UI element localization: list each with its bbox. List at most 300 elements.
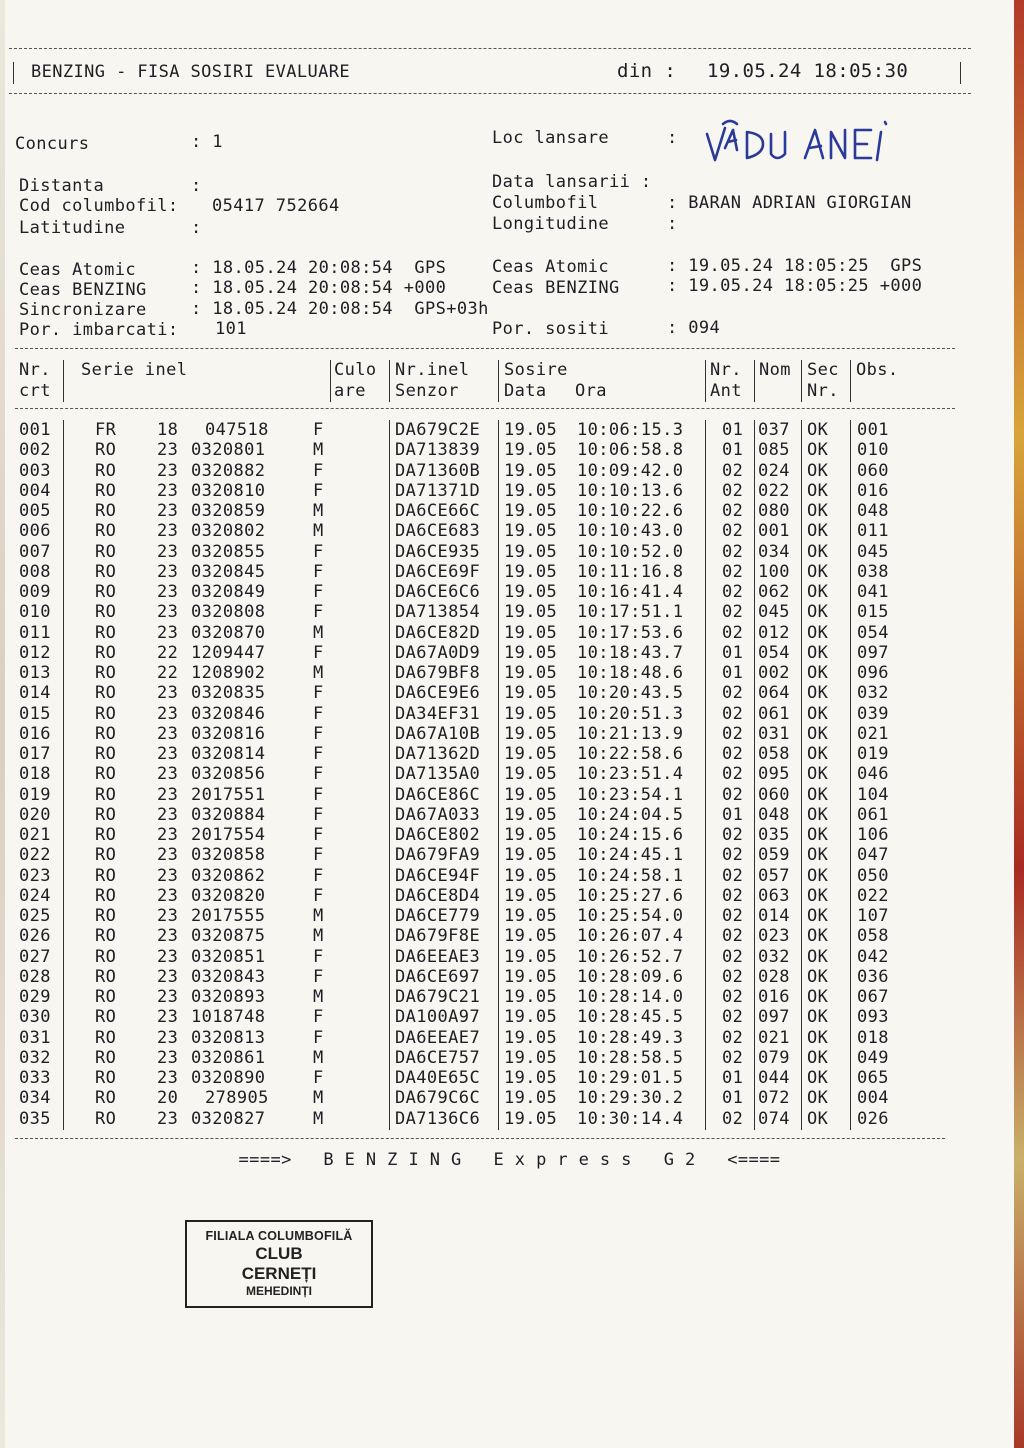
cell-sec: OK: [807, 865, 829, 886]
cell-nr: 008: [19, 561, 51, 582]
cell-sec: OK: [807, 1027, 829, 1048]
table-row: [5, 582, 1005, 602]
cell-nr: 015: [19, 703, 51, 724]
cell-country: RO: [95, 663, 117, 683]
cell-antenna: 02: [722, 501, 744, 521]
cell-sex: M: [313, 663, 324, 683]
table-row: [5, 1088, 1005, 1108]
cell-date: 19.05: [504, 723, 558, 744]
cell-year: 23: [157, 946, 179, 967]
cell-nr: 035: [19, 1108, 51, 1129]
cell-ring: 0320870: [191, 622, 266, 643]
cell-year: 23: [157, 460, 179, 481]
cell-time: 10:24:58.1: [577, 865, 684, 886]
stamp-line-1: FILIALA COLUMBOFILĂ: [205, 1229, 353, 1243]
footer-brand: B E N Z I N G E x p r e s s G 2: [323, 1150, 696, 1170]
cell-ring: 2017551: [191, 784, 266, 805]
cell-antenna: 02: [722, 582, 744, 602]
cell-antenna: 02: [722, 926, 744, 947]
col-senzor-1: Nr.inel: [395, 360, 470, 380]
cell-obs: 060: [857, 460, 889, 481]
cell-sex: F: [313, 946, 324, 967]
cell-sec: OK: [807, 703, 829, 724]
cell-sensor: DA6CE9E6: [395, 683, 481, 704]
footer-arrow-left: ====>: [238, 1150, 292, 1170]
cell-obs: 001: [857, 420, 889, 440]
cell-nom: 045: [758, 602, 790, 623]
table-row: [5, 785, 1005, 805]
cell-antenna: 02: [722, 1108, 744, 1129]
cell-nom: 079: [758, 1047, 790, 1068]
cell-time: 10:28:49.3: [577, 1027, 684, 1048]
cell-year: 23: [157, 602, 179, 623]
cell-nr: 007: [19, 541, 51, 562]
cell-sec: OK: [807, 1047, 829, 1068]
cell-sec: OK: [807, 966, 829, 987]
cell-sex: M: [313, 1108, 324, 1129]
cell-ring: 1208902: [191, 663, 266, 683]
cell-nr: 033: [19, 1068, 51, 1088]
table-row: [5, 623, 1005, 643]
cell-antenna: 02: [722, 1027, 744, 1048]
cell-time: 10:28:09.6: [577, 966, 684, 987]
cell-date: 19.05: [504, 764, 558, 785]
cell-time: 10:26:52.7: [577, 946, 684, 967]
cell-sex: F: [313, 582, 324, 602]
cell-nr: 001: [19, 420, 51, 440]
ceas-benzing-left-label: Ceas BENZING: [19, 280, 147, 300]
cell-year: 23: [157, 541, 179, 562]
columbofil-label: Columbofil: [492, 193, 599, 213]
cell-ring: 1018748: [191, 1007, 266, 1028]
col-nom: Nom: [759, 360, 791, 380]
cell-time: 10:24:04.5: [577, 804, 684, 825]
loc-lansare-label: Loc lansare: [492, 128, 609, 148]
cell-country: RO: [95, 561, 117, 582]
cell-antenna: 01: [722, 1088, 744, 1109]
body-col-sep: [63, 420, 64, 1130]
loc-lansare-colon: :: [667, 128, 678, 148]
col-culoare-2: are: [334, 381, 366, 401]
cell-ring: 0320884: [191, 804, 266, 825]
cell-sec: OK: [807, 723, 829, 744]
cell-time: 10:26:07.4: [577, 926, 684, 947]
cell-date: 19.05: [504, 460, 558, 481]
arrival-sheet: [5, 0, 1014, 1448]
cell-sec: OK: [807, 764, 829, 785]
cell-sex: M: [313, 926, 324, 947]
cell-time: 10:23:51.4: [577, 764, 684, 785]
stamp-line-4: MEHEDINȚI: [246, 1284, 312, 1298]
cell-year: 22: [157, 663, 179, 683]
cell-time: 10:18:43.7: [577, 642, 684, 663]
cell-sensor: DA679F8E: [395, 926, 481, 947]
table-row: [5, 744, 1005, 764]
cell-time: 10:20:51.3: [577, 703, 684, 724]
table-row: [5, 906, 1005, 926]
col-sec-2: Nr.: [807, 381, 839, 401]
table-row: [5, 420, 1005, 440]
cell-obs: 061: [857, 804, 889, 825]
cell-obs: 045: [857, 541, 889, 562]
header-left-bar: [13, 62, 14, 84]
cell-ring: 047518: [205, 420, 269, 440]
cell-sensor: DA679C2E: [395, 420, 481, 440]
cell-country: RO: [95, 825, 117, 845]
cell-date: 19.05: [504, 521, 558, 542]
cell-nom: 022: [758, 480, 790, 501]
cell-date: 19.05: [504, 480, 558, 501]
cell-country: RO: [95, 723, 117, 744]
cell-nr: 021: [19, 825, 51, 845]
cell-ring: 0320835: [191, 683, 266, 704]
handwriting-vadu-anei: [705, 118, 905, 168]
table-row: [5, 663, 1005, 683]
cell-nr: 034: [19, 1088, 51, 1109]
cell-sec: OK: [807, 460, 829, 481]
cell-nom: 100: [758, 561, 790, 582]
cell-sensor: DA6CE8D4: [395, 885, 481, 906]
cell-sensor: DA679C6C: [395, 1088, 481, 1109]
col-sep: [801, 360, 802, 402]
cell-nom: 095: [758, 764, 790, 785]
footer-banner: [5, 1150, 1014, 1170]
cell-date: 19.05: [504, 966, 558, 987]
cell-antenna: 02: [722, 602, 744, 623]
cell-antenna: 02: [722, 845, 744, 866]
cell-antenna: 02: [722, 561, 744, 582]
cell-sex: F: [313, 420, 324, 440]
table-row: [5, 967, 1005, 987]
cell-sensor: DA6CE86C: [395, 784, 481, 805]
cell-nom: 064: [758, 683, 790, 704]
cell-sex: F: [313, 480, 324, 501]
cell-sex: M: [313, 1047, 324, 1068]
col-serie-inel: Serie inel: [81, 360, 188, 380]
cell-time: 10:24:45.1: [577, 845, 684, 866]
cell-nr: 018: [19, 764, 51, 785]
cell-country: RO: [95, 622, 117, 643]
cell-antenna: 02: [722, 784, 744, 805]
cell-antenna: 01: [722, 642, 744, 663]
cell-obs: 097: [857, 642, 889, 663]
cell-nr: 004: [19, 480, 51, 501]
cell-nr: 022: [19, 845, 51, 866]
cell-nr: 011: [19, 622, 51, 643]
sincronizare-label: Sincronizare: [19, 300, 147, 320]
cell-obs: 093: [857, 1007, 889, 1028]
header-din-label: din :: [617, 60, 677, 82]
table-row: [5, 764, 1005, 784]
cell-nom: 028: [758, 966, 790, 987]
ceas-benzing-right-value: : 19.05.24 18:05:25 +000: [667, 276, 923, 296]
cell-obs: 032: [857, 683, 889, 704]
cell-date: 19.05: [504, 825, 558, 845]
cell-time: 10:16:41.4: [577, 582, 684, 602]
cell-sensor: DA71371D: [395, 480, 481, 501]
cell-country: RO: [95, 764, 117, 785]
table-bottom-rule: [15, 1138, 945, 1139]
cell-time: 10:17:51.1: [577, 602, 684, 623]
cell-date: 19.05: [504, 501, 558, 521]
cell-sex: M: [313, 906, 324, 926]
cell-date: 19.05: [504, 804, 558, 825]
cell-obs: 042: [857, 946, 889, 967]
cell-sex: M: [313, 521, 324, 542]
cell-nr: 026: [19, 926, 51, 947]
cell-ring: 0320820: [191, 885, 266, 906]
cell-antenna: 02: [722, 480, 744, 501]
cell-antenna: 01: [722, 1068, 744, 1088]
col-nr-ant-2: Ant: [710, 381, 742, 401]
table-row: [5, 501, 1005, 521]
cell-antenna: 02: [722, 885, 744, 906]
cell-sex: F: [313, 744, 324, 764]
table-row: [5, 1007, 1005, 1027]
loc-lansare-handwritten: [705, 118, 905, 172]
table-row: [5, 1048, 1005, 1068]
cell-sex: M: [313, 987, 324, 1007]
cell-ring: 0320862: [191, 865, 266, 886]
sositi-value: : 094: [667, 318, 721, 338]
cell-time: 10:28:14.0: [577, 987, 684, 1007]
cell-year: 23: [157, 582, 179, 602]
table-row: [5, 1028, 1005, 1048]
cell-obs: 065: [857, 1068, 889, 1088]
cell-year: 23: [157, 1047, 179, 1068]
cell-ring: 0320882: [191, 460, 266, 481]
cell-nom: 074: [758, 1108, 790, 1129]
cell-sensor: DA6CE6C6: [395, 582, 481, 602]
cell-year: 23: [157, 825, 179, 845]
cell-sex: F: [313, 703, 324, 724]
cell-year: 23: [157, 1027, 179, 1048]
cell-sex: F: [313, 764, 324, 785]
col-sep: [498, 360, 499, 402]
cell-year: 23: [157, 1108, 179, 1129]
cell-country: RO: [95, 1047, 117, 1068]
cell-year: 23: [157, 865, 179, 886]
cell-ring: 0320893: [191, 987, 266, 1007]
cell-nom: 002: [758, 663, 790, 683]
cell-sec: OK: [807, 602, 829, 623]
cell-nom: 012: [758, 622, 790, 643]
col-senzor-2: Senzor: [395, 381, 459, 401]
cell-country: RO: [95, 541, 117, 562]
cell-year: 23: [157, 966, 179, 987]
cell-ring: 0320861: [191, 1047, 266, 1068]
table-row: [5, 461, 1005, 481]
page-title: BENZING - FISA SOSIRI EVALUARE: [31, 62, 351, 82]
cell-ring: 0320810: [191, 480, 266, 501]
cell-sensor: DA6CE683: [395, 521, 481, 542]
cell-obs: 104: [857, 784, 889, 805]
cell-sensor: DA6CE69F: [395, 561, 481, 582]
cell-date: 19.05: [504, 1088, 558, 1109]
cell-obs: 096: [857, 663, 889, 683]
ceas-benzing-left-value: : 18.05.24 20:08:54 +000: [191, 278, 447, 298]
cell-antenna: 02: [722, 622, 744, 643]
cell-ring: 0320851: [191, 946, 266, 967]
cell-date: 19.05: [504, 602, 558, 623]
cell-nr: 012: [19, 642, 51, 663]
cell-year: 23: [157, 561, 179, 582]
cell-year: 23: [157, 440, 179, 461]
cell-country: RO: [95, 906, 117, 926]
longitudine-value: :: [667, 214, 678, 234]
col-sec-1: Sec: [807, 360, 839, 380]
cell-sex: F: [313, 865, 324, 886]
cell-sec: OK: [807, 521, 829, 542]
cell-ring: 0320813: [191, 1027, 266, 1048]
cell-nr: 029: [19, 987, 51, 1007]
table-row: [5, 866, 1005, 886]
cell-sec: OK: [807, 845, 829, 866]
cell-sex: F: [313, 1027, 324, 1048]
cell-sensor: DA6CE802: [395, 825, 481, 845]
body-col-sep: [850, 420, 851, 1130]
cod-columbofil-label: Cod columbofil:: [19, 196, 179, 216]
cell-antenna: 02: [722, 521, 744, 542]
cell-sensor: DA6CE66C: [395, 501, 481, 521]
table-row: [5, 947, 1005, 967]
cell-country: RO: [95, 1108, 117, 1129]
cell-country: RO: [95, 865, 117, 886]
cell-country: RO: [95, 501, 117, 521]
cell-nom: 016: [758, 987, 790, 1007]
cell-country: RO: [95, 926, 117, 947]
cell-antenna: 02: [722, 683, 744, 704]
cell-time: 10:21:13.9: [577, 723, 684, 744]
cell-year: 23: [157, 845, 179, 866]
cell-sex: F: [313, 825, 324, 845]
club-stamp: [185, 1220, 373, 1308]
cell-nr: 020: [19, 804, 51, 825]
cell-sec: OK: [807, 663, 829, 683]
cell-obs: 048: [857, 501, 889, 521]
cell-nom: 061: [758, 703, 790, 724]
cell-nom: 048: [758, 804, 790, 825]
cell-nom: 060: [758, 784, 790, 805]
cell-year: 23: [157, 906, 179, 926]
cell-time: 10:10:13.6: [577, 480, 684, 501]
cell-sensor: DA67A033: [395, 804, 481, 825]
cell-year: 23: [157, 784, 179, 805]
cell-sensor: DA713854: [395, 602, 481, 623]
body-col-sep: [754, 420, 755, 1130]
cell-year: 23: [157, 1007, 179, 1028]
cell-sex: F: [313, 602, 324, 623]
cell-obs: 041: [857, 582, 889, 602]
cell-sensor: DA713839: [395, 440, 481, 461]
cell-sec: OK: [807, 784, 829, 805]
cell-year: 23: [157, 703, 179, 724]
cell-country: RO: [95, 885, 117, 906]
col-sosire-data: Data: [504, 381, 547, 401]
table-row: [5, 542, 1005, 562]
cell-nr: 009: [19, 582, 51, 602]
cell-sensor: DA679BF8: [395, 663, 481, 683]
cell-time: 10:29:30.2: [577, 1088, 684, 1109]
cell-year: 23: [157, 521, 179, 542]
cell-ring: 0320814: [191, 744, 266, 764]
cell-sec: OK: [807, 906, 829, 926]
cell-nom: 058: [758, 744, 790, 764]
cell-sensor: DA679C21: [395, 987, 481, 1007]
cell-obs: 036: [857, 966, 889, 987]
cell-nom: 044: [758, 1068, 790, 1088]
cell-time: 10:25:27.6: [577, 885, 684, 906]
header-top-rule: [9, 48, 971, 49]
table-row: [5, 926, 1005, 946]
cell-ring: 2017554: [191, 825, 266, 845]
cell-sensor: DA6CE697: [395, 966, 481, 987]
body-col-sep: [801, 420, 802, 1130]
cell-country: RO: [95, 804, 117, 825]
cell-sec: OK: [807, 1068, 829, 1088]
cell-sex: M: [313, 622, 324, 643]
cell-ring: 0320845: [191, 561, 266, 582]
cell-ring: 0320849: [191, 582, 266, 602]
cell-date: 19.05: [504, 744, 558, 764]
cell-sec: OK: [807, 946, 829, 967]
cell-date: 19.05: [504, 1007, 558, 1028]
distanta-value: :: [191, 176, 202, 196]
cell-ring: 0320855: [191, 541, 266, 562]
cell-sensor: DA6CE757: [395, 1047, 481, 1068]
cell-obs: 058: [857, 926, 889, 947]
ceas-atomic-right-label: Ceas Atomic: [492, 257, 609, 277]
cell-sex: F: [313, 845, 324, 866]
cell-antenna: 02: [722, 906, 744, 926]
cell-sec: OK: [807, 420, 829, 440]
concurs-value: : 1: [191, 132, 223, 152]
cell-obs: 046: [857, 764, 889, 785]
cell-year: 18: [157, 420, 179, 440]
table-row: [5, 1068, 1005, 1088]
col-sosire-ora: Ora: [575, 381, 607, 401]
cell-ring: 0320816: [191, 723, 266, 744]
header-separator-rule: [15, 408, 955, 409]
cell-sec: OK: [807, 825, 829, 845]
cell-country: RO: [95, 440, 117, 461]
header-right-bar: [960, 62, 961, 84]
col-sep: [389, 360, 390, 402]
col-sep: [850, 360, 851, 402]
cell-antenna: 02: [722, 764, 744, 785]
cell-obs: 015: [857, 602, 889, 623]
cell-sex: F: [313, 561, 324, 582]
columbofil-value: : BARAN ADRIAN GIORGIAN: [667, 193, 912, 213]
cell-ring: 278905: [205, 1088, 269, 1109]
cell-nr: 014: [19, 683, 51, 704]
cell-ring: 0320808: [191, 602, 266, 623]
cell-sex: F: [313, 723, 324, 744]
cell-ring: 0320802: [191, 521, 266, 542]
cell-year: 20: [157, 1088, 179, 1109]
cell-obs: 038: [857, 561, 889, 582]
cell-antenna: 02: [722, 1047, 744, 1068]
stamp-line-2: CLUB: [255, 1244, 303, 1263]
table-row: [5, 987, 1005, 1007]
cell-antenna: 01: [722, 440, 744, 461]
body-col-sep: [389, 420, 390, 1130]
cell-date: 19.05: [504, 926, 558, 947]
cell-sensor: DA6CE94F: [395, 865, 481, 886]
col-sep: [754, 360, 755, 402]
cell-nom: 023: [758, 926, 790, 947]
cell-nom: 059: [758, 845, 790, 866]
